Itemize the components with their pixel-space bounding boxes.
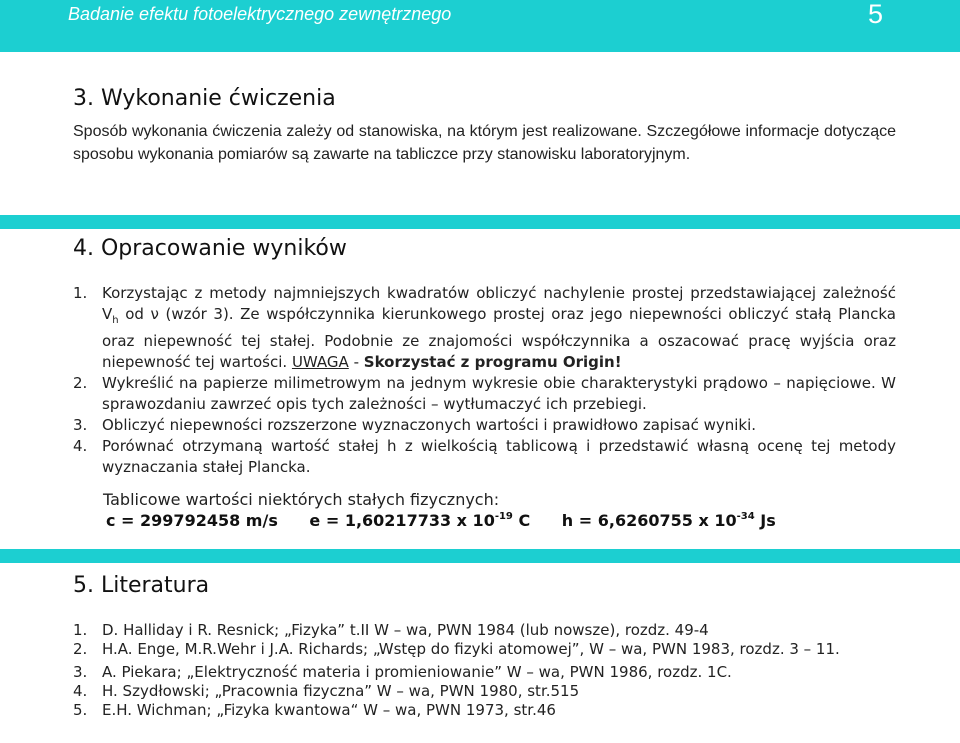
constant-e-unit: C bbox=[512, 511, 531, 530]
uwaga-label: UWAGA bbox=[291, 353, 349, 371]
literature-item-number: 2. bbox=[73, 640, 88, 658]
list-item bbox=[73, 373, 896, 415]
section5-heading: 5. Literatura bbox=[73, 573, 210, 598]
literature-item-text: D. Halliday i R. Resnick; „Fizyka” t.II W – wa, PWN 1984 (lub nowsze), rozdz. 49-4 bbox=[102, 621, 709, 639]
literature-item-number: 1. bbox=[73, 621, 88, 639]
dash-separator: - bbox=[348, 353, 364, 371]
literature-item-text: A. Piekara; „Elektryczność materia i promieniowanie” W – wa, PWN 1986, rozdz. 1C. bbox=[102, 663, 732, 681]
list-item-text: Korzystając z metody najmniejszych kwadratów obliczyć nachylenie prostej przedstawiającej zależność V bbox=[102, 284, 896, 323]
constant-h bbox=[562, 511, 776, 530]
list-item-number: 4. bbox=[73, 437, 88, 455]
constant-h-unit: Js bbox=[754, 511, 776, 530]
list-item-number: 2. bbox=[73, 374, 88, 392]
header-title: Badanie efektu fotoelektrycznego zewnętrznego bbox=[68, 4, 452, 24]
literature-item-number: 3. bbox=[73, 663, 88, 681]
list-item-text: od ν (wzór 3). Ze współczynnika kierunkowego prostej oraz jego niepewności obliczyć stałą Plancka oraz niepewność tej stałej. Podobnie ze znajomości współczynnika a oszacować pracę wyjścia oraz niepewność tej wartości. bbox=[102, 305, 896, 371]
constant-e-base: e = 1,60217733 x 10 bbox=[309, 511, 495, 530]
list-item bbox=[73, 415, 896, 436]
list-item-text: Porównać otrzymaną wartość stałej h z wielkością tablicową i przedstawić własną ocenę tej metody wyznaczania stałej Plancka. bbox=[102, 437, 896, 476]
list-item bbox=[73, 283, 896, 373]
origin-note: Skorzystać z programu Origin! bbox=[363, 353, 622, 371]
list-item bbox=[73, 436, 896, 478]
header-bar bbox=[0, 0, 960, 52]
literature-list bbox=[73, 621, 896, 720]
literature-item-text: H.A. Enge, M.R.Wehr i J.A. Richards; „Wstęp do fizyki atomowej”, W – wa, PWN 1983, rozdz. 3 – 11. bbox=[102, 640, 840, 658]
list-item-number: 1. bbox=[73, 284, 88, 302]
literature-item bbox=[73, 621, 896, 640]
separator-bar bbox=[0, 215, 960, 229]
constants-row bbox=[106, 511, 776, 530]
constant-h-exponent: -34 bbox=[736, 511, 755, 522]
constant-e bbox=[309, 511, 530, 530]
literature-item bbox=[73, 682, 896, 701]
constant-h-base: h = 6,6260755 x 10 bbox=[561, 511, 737, 530]
literature-item-text: E.H. Wichman; „Fizyka kwantowa“ W – wa, PWN 1973, str.46 bbox=[102, 701, 556, 719]
literature-item bbox=[73, 663, 896, 682]
constants-intro: Tablicowe wartości niektórych stałych fizycznych: bbox=[103, 490, 500, 509]
literature-item bbox=[73, 701, 896, 720]
list-item-number: 3. bbox=[73, 416, 88, 434]
page-number: 5 bbox=[868, 0, 884, 29]
section4-heading: 4. Opracowanie wyników bbox=[73, 236, 347, 261]
separator-bar bbox=[0, 549, 960, 563]
constant-c: c = 299792458 m/s bbox=[106, 511, 278, 530]
literature-item-text: H. Szydłowski; „Pracownia fizyczna” W – wa, PWN 1980, str.515 bbox=[102, 682, 580, 700]
subscript-h: h bbox=[112, 315, 119, 326]
list-item-text: Obliczyć niepewności rozszerzone wyznaczonych wartości i prawidłowo zapisać wyniki. bbox=[102, 416, 757, 434]
results-list bbox=[73, 283, 896, 478]
literature-item bbox=[73, 640, 896, 659]
literature-item-number: 5. bbox=[73, 701, 88, 719]
section3-heading: 3. Wykonanie ćwiczenia bbox=[73, 86, 336, 111]
constant-e-exponent: -19 bbox=[494, 511, 513, 522]
list-item-text: Wykreślić na papierze milimetrowym na jednym wykresie obie charakterystyki prądowo – napięciowe. W sprawozdaniu zawrzeć opis tych zależności – wytłumaczyć ich przebiegi. bbox=[102, 374, 896, 413]
literature-item-number: 4. bbox=[73, 682, 88, 700]
section3-text: Sposób wykonania ćwiczenia zależy od stanowiska, na którym jest realizowane. Szczegółowe informacje dotyczące sposobu wykonania pomiarów są zawarte na tabliczce przy stanowisku laboratoryjnym. bbox=[73, 123, 896, 163]
